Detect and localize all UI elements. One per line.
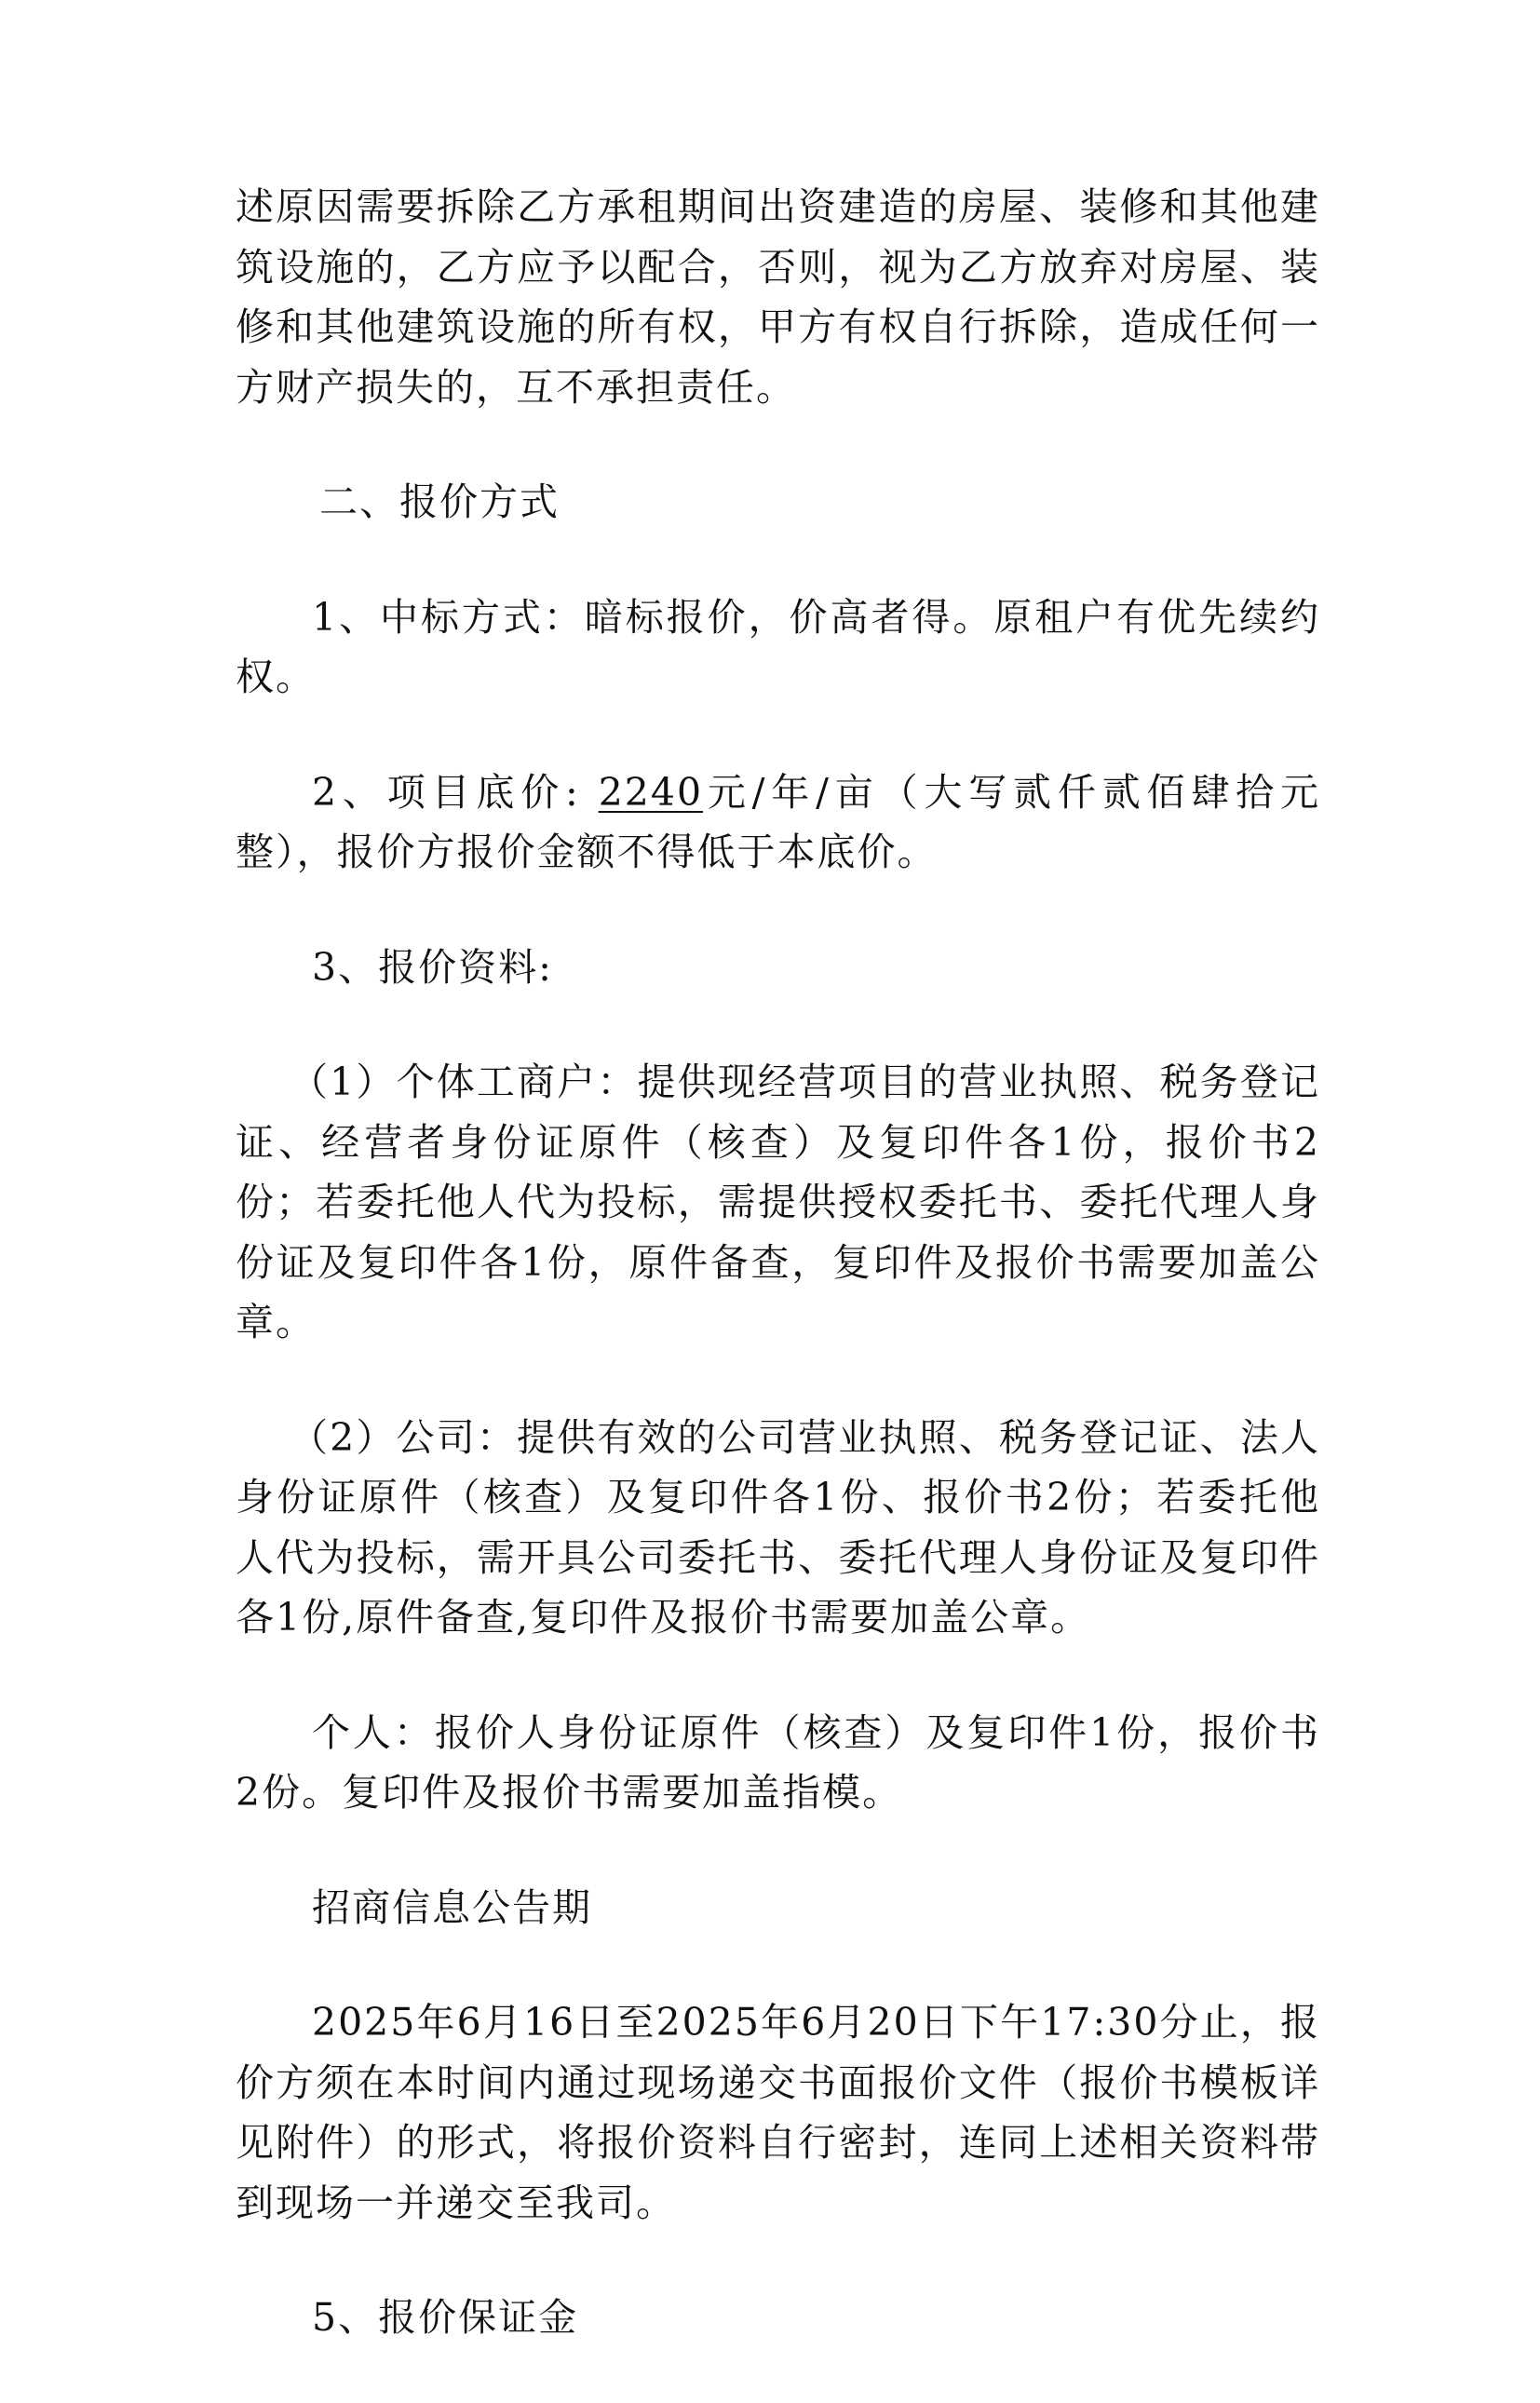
section-title-deposit: 5、报价保证金 bbox=[312, 2295, 579, 2340]
document-body bbox=[236, 177, 1320, 2403]
paragraph-continuation: 述原因需要拆除乙方承租期间出资建造的房屋、装修和其他建筑设施的，乙方应予以配合，否则，视为乙方放弃对房屋、装修和其他建筑设施的所有权，甲方有权自行拆除，造成任何一方财产损失的，互不承担责任。 bbox=[236, 184, 1320, 410]
paragraph-bid-method: 1、中标方式：暗标报价，价高者得。原租户有优先续约权。 bbox=[236, 594, 1320, 699]
paragraph-notice-period: 2025年6月16日至2025年6月20日下午17:30分止，报价方须在本时间内通过现场递交书面报价文件（报价书模板详见附件）的形式，将报价资料自行密封，连同上述相关资料带到现场一并递交至我司。 bbox=[236, 2000, 1320, 2225]
base-price-value: 2240 bbox=[598, 769, 704, 815]
notice-period-title: 招商信息公告期 bbox=[312, 1884, 592, 1930]
paragraph-quote-materials: 3、报价资料: bbox=[312, 944, 553, 990]
base-price-suffix: 元/年/亩（大写贰仟贰佰肆拾元整），报价方报价金额不得低于本底价。 bbox=[236, 769, 1320, 874]
paragraph-base-price bbox=[236, 763, 1320, 883]
section-title-quotation-method: 二、报价方式 bbox=[319, 479, 560, 524]
paragraph-individual: 个人：报价人身份证原件（核查）及复印件1份，报价书2份。复印件及报价书需要加盖指模。 bbox=[236, 1709, 1320, 1815]
paragraph-individual-business: （1）个体工商户：提供现经营项目的营业执照、税务登记证、经营者身份证原件（核查）及复印件各1份，报价书2份；若委托他人代为投标，需提供授权委托书、委托代理人身份证及复印件各1份，原件备查，复印件及报价书需要加盖公章。 bbox=[236, 1060, 1320, 1344]
paragraph-company: （2）公司：提供有效的公司营业执照、税务登记证、法人身份证原件（核查）及复印件各1份、报价书2份；若委托他人代为投标，需开具公司委托书、委托代理人身份证及复印件各1份,原件备查,复印件及报价书需要加盖公章。 bbox=[236, 1414, 1320, 1640]
base-price-prefix: 2、项目底价: bbox=[312, 769, 599, 815]
